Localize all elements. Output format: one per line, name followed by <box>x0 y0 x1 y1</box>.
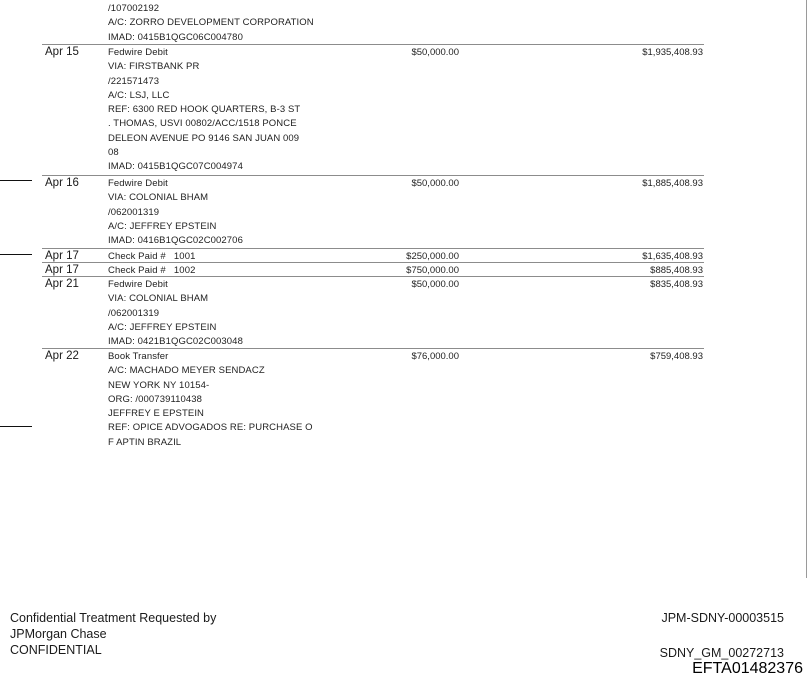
description-line: Check Paid # 1002 <box>108 265 196 276</box>
margin-tick-mark <box>0 426 32 427</box>
row-separator <box>42 276 704 277</box>
transaction-date: Apr 16 <box>45 177 79 189</box>
continued-description <box>108 2 368 45</box>
description-line: Book Transfer <box>108 351 169 362</box>
transaction-description <box>108 278 368 349</box>
description-line: A/C: JEFFREY EPSTEIN <box>108 220 217 232</box>
bates-number-jpm: JPM-SDNY-00003515 <box>661 611 784 625</box>
description-line: Fedwire Debit <box>108 279 168 290</box>
description-line: /221571473 <box>108 75 160 87</box>
row-separator <box>42 248 704 249</box>
transaction-description <box>108 350 368 450</box>
description-line: /062001319 <box>108 206 160 218</box>
transaction-amount: $50,000.00 <box>411 279 459 290</box>
transaction-date: Apr 15 <box>45 46 79 58</box>
description-line: Check Paid # 1001 <box>108 251 196 262</box>
bank-name: JPMorgan Chase <box>10 627 107 641</box>
efta-number: EFTA01482376 <box>692 660 803 677</box>
description-line: Fedwire Debit <box>108 178 168 189</box>
confidentiality-notice <box>10 610 216 658</box>
margin-tick-mark <box>0 180 32 181</box>
transaction-description <box>108 177 368 248</box>
description-line: REF: 6300 RED HOOK QUARTERS, B-3 ST <box>108 104 301 116</box>
row-separator <box>42 348 704 349</box>
transaction-description <box>108 46 368 175</box>
description-line: IMAD: 0415B1QGC06C004780 <box>108 31 243 43</box>
description-line: JEFFREY E EPSTEIN <box>108 408 205 420</box>
description-line: VIA: COLONIAL BHAM <box>108 293 209 305</box>
confidential-treatment-text: Confidential Treatment Requested by <box>10 611 217 625</box>
transaction-amount: $750,000.00 <box>406 265 459 276</box>
transaction-amount: $250,000.00 <box>406 251 459 262</box>
description-line: NEW YORK NY 10154- <box>108 379 210 391</box>
transaction-amount: $50,000.00 <box>411 178 459 189</box>
description-line: IMAD: 0416B1QGC02C002706 <box>108 235 243 247</box>
margin-tick-mark <box>0 254 32 255</box>
transaction-date: Apr 17 <box>45 250 79 262</box>
description-line: 08 <box>108 147 119 159</box>
running-balance: $885,408.93 <box>650 265 703 276</box>
bates-number-sdny: SDNY_GM_00272713 <box>659 646 784 660</box>
running-balance: $1,635,408.93 <box>642 251 703 262</box>
running-balance: $835,408.93 <box>650 279 703 290</box>
running-balance: $759,408.93 <box>650 351 703 362</box>
description-line: A/C: LSJ, LLC <box>108 89 170 101</box>
description-line: VIA: COLONIAL BHAM <box>108 192 209 204</box>
description-line: DELEON AVENUE PO 9146 SAN JUAN 009 <box>108 132 300 144</box>
description-line: VIA: FIRSTBANK PR <box>108 61 200 73</box>
description-line: . THOMAS, USVI 00802/ACC/1518 PONCE <box>108 118 297 130</box>
running-balance: $1,935,408.93 <box>642 47 703 58</box>
description-line: F APTIN BRAZIL <box>108 436 182 448</box>
description-line: IMAD: 0415B1QGC07C004974 <box>108 161 243 173</box>
description-line: A/C: MACHADO MEYER SENDACZ <box>108 365 265 377</box>
transaction-date: Apr 22 <box>45 350 79 362</box>
transaction-amount: $76,000.00 <box>411 351 459 362</box>
description-line: IMAD: 0421B1QGC02C003048 <box>108 336 243 348</box>
description-line: A/C: ZORRO DEVELOPMENT CORPORATION <box>108 17 314 29</box>
page-right-border <box>806 0 807 578</box>
row-separator <box>42 175 704 176</box>
running-balance: $1,885,408.93 <box>642 178 703 189</box>
transaction-amount: $50,000.00 <box>411 47 459 58</box>
description-line: REF: OPICE ADVOGADOS RE: PURCHASE O <box>108 422 313 434</box>
confidential-label: CONFIDENTIAL <box>10 643 102 657</box>
description-line: ORG: /000739110438 <box>108 393 203 405</box>
row-separator <box>42 262 704 263</box>
description-line: A/C: JEFFREY EPSTEIN <box>108 321 217 333</box>
transaction-date: Apr 17 <box>45 264 79 276</box>
description-line: /107002192 <box>108 3 160 14</box>
description-line: /062001319 <box>108 307 160 319</box>
row-separator <box>42 44 704 45</box>
description-line: Fedwire Debit <box>108 47 168 58</box>
transaction-date: Apr 21 <box>45 278 79 290</box>
